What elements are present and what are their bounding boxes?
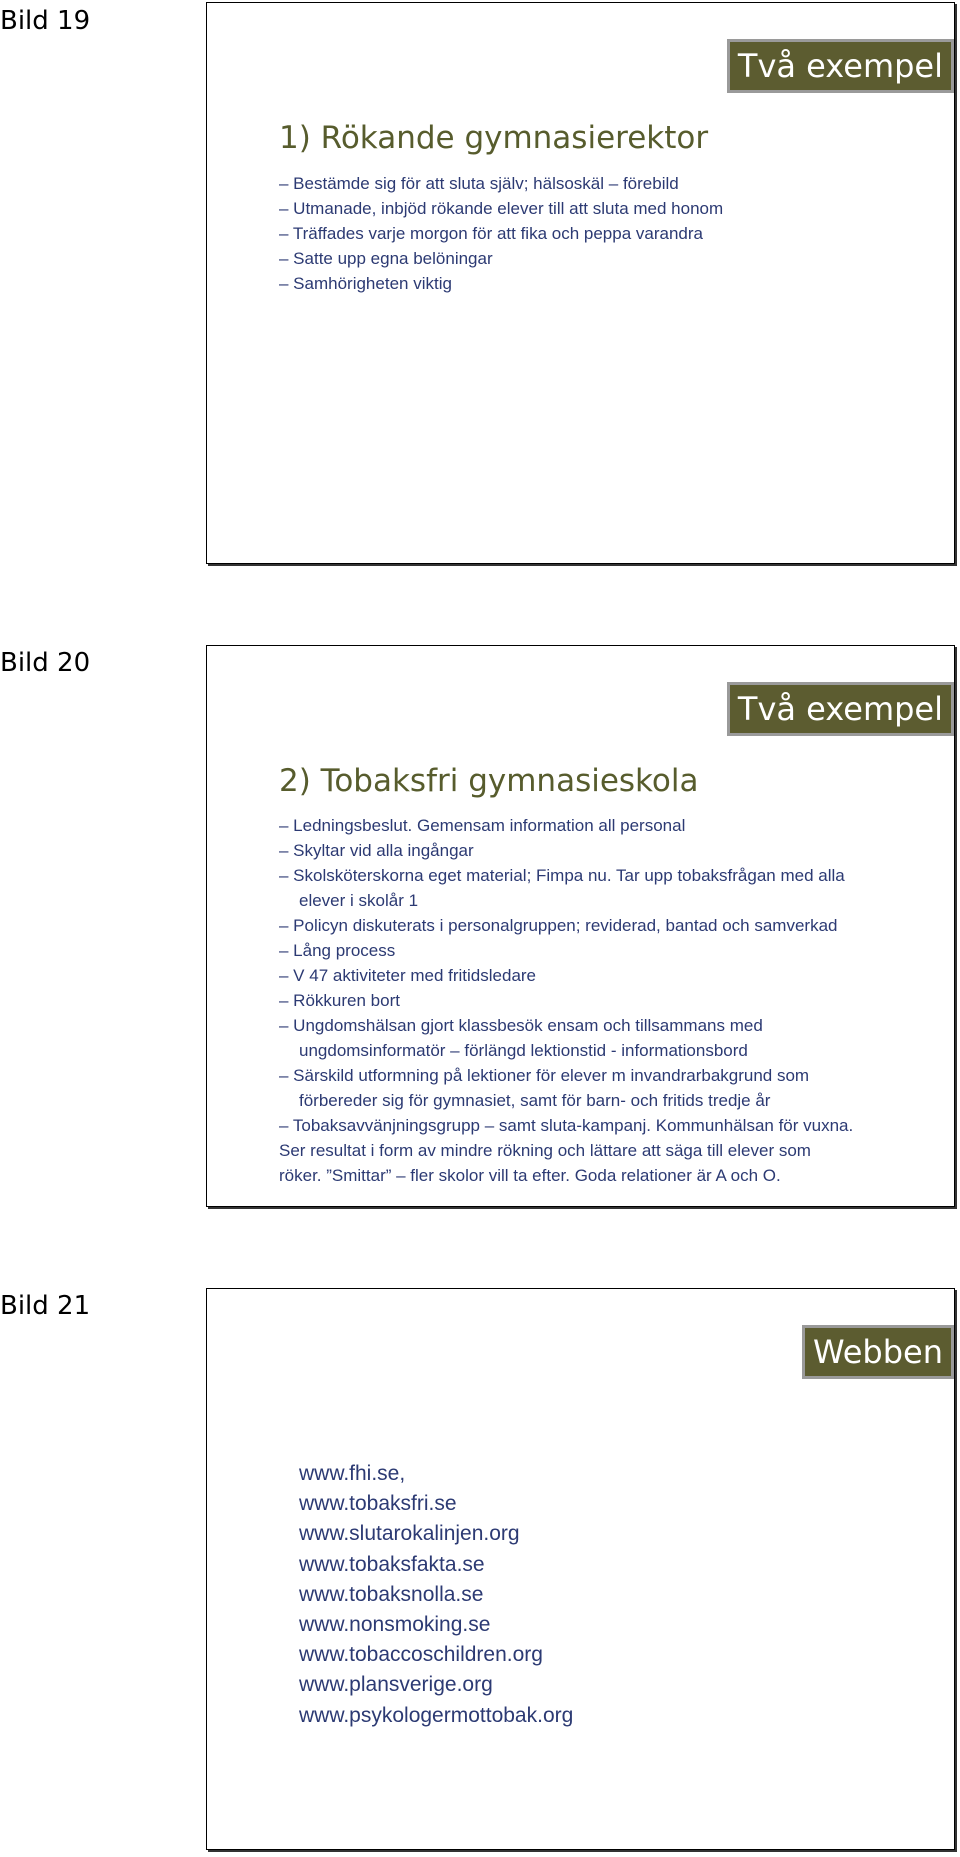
- section-tag: Webben: [802, 1325, 954, 1379]
- bullet-list: [279, 171, 723, 296]
- body-text-line: Ser resultat i form av mindre rökning och lättare att säga till elever som: [279, 1141, 811, 1160]
- web-link: www.tobaksnolla.se: [299, 1582, 484, 1606]
- slide-number-label: Bild 20: [0, 648, 91, 678]
- web-link: www.slutarokalinjen.org: [299, 1522, 520, 1546]
- bullet-item: – Skolsköterskorna eget material; Fimpa nu. Tar upp tobaksfrågan med alla: [279, 866, 845, 885]
- section-tag: Två exempel: [727, 39, 954, 93]
- body-text-line: röker. ”Smittar” – fler skolor vill ta efter. Goda relationer är A och O.: [279, 1166, 781, 1185]
- web-link: www.psykologermottobak.org: [299, 1703, 574, 1727]
- section-tag: Två exempel: [727, 682, 954, 736]
- bullet-continuation: elever i skolår 1: [299, 891, 419, 910]
- bullet-item: – Policyn diskuterats i personalgruppen; reviderad, bantad och samverkad: [279, 916, 838, 935]
- slide-20: [206, 645, 955, 1207]
- slide-21: [206, 1288, 955, 1850]
- web-link: www.fhi.se,: [299, 1462, 406, 1485]
- web-link: www.tobaccoschildren.org: [299, 1643, 543, 1667]
- bullet-item: – Särskild utformning på lektioner för elever m invandrarbakgrund som: [279, 1066, 810, 1085]
- web-link: www.tobaksfakta.se: [299, 1552, 485, 1576]
- web-link: www.plansverige.org: [299, 1673, 493, 1697]
- web-link: www.nonsmoking.se: [299, 1613, 491, 1637]
- bullet-item: – Tobaksavvänjningsgrupp – samt sluta-kampanj. Kommunhälsan för vuxna.: [279, 1116, 854, 1135]
- bullet-item: – Lång process: [279, 941, 396, 960]
- bullet-item: – Träffades varje morgon för att fika och peppa varandra: [279, 224, 703, 243]
- bullet-item: – Satte upp egna belöningar: [279, 249, 493, 268]
- slide-title: 1) Rökande gymnasierektor: [279, 120, 709, 156]
- bullet-item: – Bestämde sig för att sluta själv; hälsoskäl – förebild: [279, 174, 679, 193]
- slide-number-label: Bild 21: [0, 1291, 91, 1321]
- slide-title: 2) Tobaksfri gymnasieskola: [279, 763, 699, 799]
- bullet-item: – Rökkuren bort: [279, 991, 400, 1010]
- bullet-item: – Ungdomshälsan gjort klassbesök ensam och tillsammans med: [279, 1016, 763, 1035]
- bullet-item: – Samhörigheten viktig: [279, 274, 452, 293]
- bullet-item: – Ledningsbeslut. Gemensam information all personal: [279, 816, 686, 835]
- web-link-list: [299, 1459, 573, 1731]
- bullet-continuation: ungdomsinformatör – förlängd lektionstid - informationsbord: [299, 1041, 748, 1060]
- slide-number-label: Bild 19: [0, 6, 91, 36]
- bullet-item: – V 47 aktiviteter med fritidsledare: [279, 966, 537, 985]
- bullet-item: – Utmanade, inbjöd rökande elever till att sluta med honom: [279, 199, 724, 218]
- web-link: www.tobaksfri.se: [299, 1492, 457, 1516]
- slide-19: [206, 2, 955, 564]
- bullet-item: – Skyltar vid alla ingångar: [279, 841, 474, 860]
- bullet-list: [279, 813, 853, 1188]
- bullet-continuation: förbereder sig för gymnasiet, samt för barn- och fritids tredje år: [299, 1091, 771, 1110]
